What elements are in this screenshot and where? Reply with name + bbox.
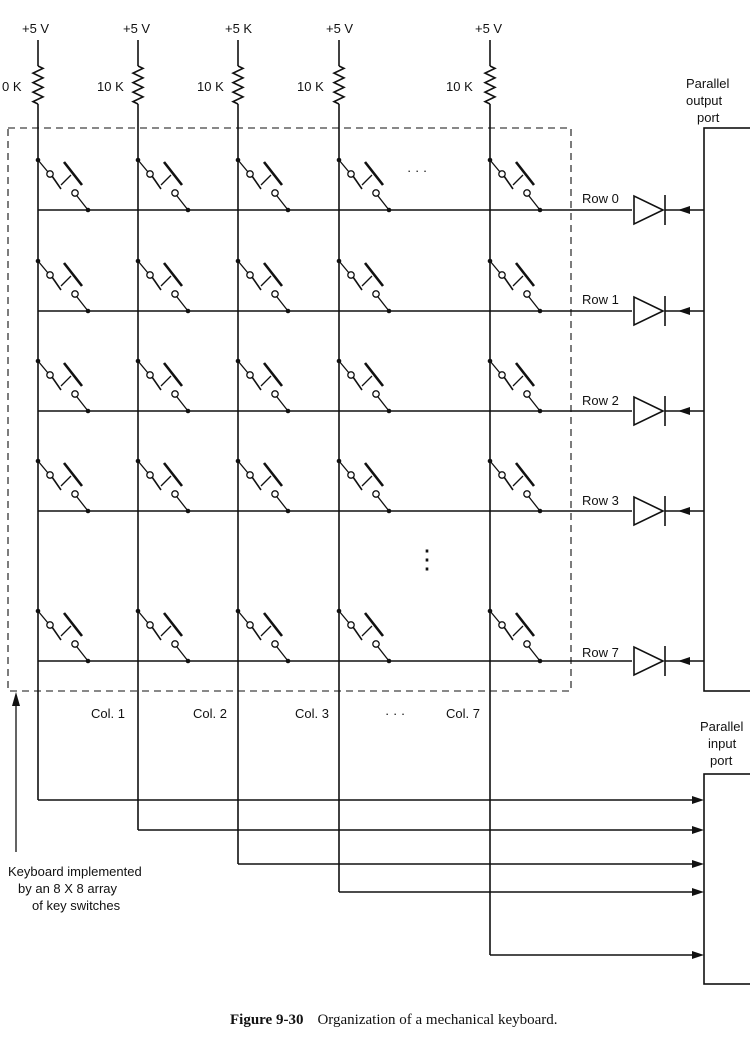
switch-node — [86, 208, 91, 213]
column-label: Col. 2 — [193, 706, 227, 721]
input-port-label: port — [710, 753, 733, 768]
switch-contact — [172, 190, 178, 196]
switch-key-bar — [365, 263, 383, 286]
switch-lead — [138, 461, 148, 473]
switch-key-bar — [164, 363, 182, 386]
switch-plunger — [362, 626, 372, 636]
switch-plunger — [362, 276, 372, 286]
switch-node — [86, 659, 91, 664]
switch-lead — [277, 397, 288, 411]
switch-contact — [72, 491, 78, 497]
input-port-box — [704, 774, 750, 984]
switch-plunger — [362, 376, 372, 386]
switch-lead — [529, 647, 540, 661]
switch-lead — [238, 461, 248, 473]
switch-node — [286, 659, 291, 664]
switch-plunger — [261, 276, 271, 286]
switch-contact — [272, 491, 278, 497]
switch-arm — [152, 277, 161, 290]
switch-lead — [77, 497, 88, 511]
switch-lead — [529, 196, 540, 210]
switch-lead — [339, 160, 349, 172]
diode-body — [634, 196, 663, 224]
row-wires — [38, 210, 632, 661]
switch-lead — [138, 261, 148, 273]
switch-contact — [272, 391, 278, 397]
diode-body — [634, 297, 663, 325]
switch-key-bar — [516, 263, 534, 286]
switch-plunger — [261, 376, 271, 386]
pullup-resistor — [233, 66, 243, 104]
switch-contact — [524, 291, 530, 297]
switch-plunger — [362, 476, 372, 486]
switch-arm — [152, 377, 161, 390]
switch-node — [286, 208, 291, 213]
switch-node — [538, 309, 543, 314]
switch-key-bar — [516, 463, 534, 486]
bus-arrowhead — [692, 796, 704, 804]
switch-arm — [353, 477, 362, 490]
column-label: Col. 1 — [91, 706, 125, 721]
switch-node — [86, 509, 91, 514]
switch-plunger — [161, 376, 171, 386]
switch-plunger — [161, 626, 171, 636]
switch-lead — [77, 397, 88, 411]
switch-contact — [72, 190, 78, 196]
row-arrowhead — [678, 407, 690, 415]
resistor-label: 10 K — [446, 79, 473, 94]
switch-node — [538, 509, 543, 514]
output-port-label: output — [686, 93, 723, 108]
switch-plunger — [61, 476, 71, 486]
switch-lead — [339, 461, 349, 473]
switch-arm — [504, 477, 513, 490]
switch-key-bar — [516, 162, 534, 185]
switch-plunger — [161, 276, 171, 286]
switch-key-bar — [164, 263, 182, 286]
switch-contact — [72, 291, 78, 297]
switch-lead — [339, 261, 349, 273]
switch-arm — [152, 627, 161, 640]
figure-number: Figure 9-30 — [230, 1012, 304, 1028]
row-ellipsis: ⋮ — [414, 544, 440, 574]
switch-key-bar — [516, 613, 534, 636]
switch-contact — [172, 291, 178, 297]
switch-contact — [524, 641, 530, 647]
switch-lead — [238, 361, 248, 373]
row-arrowhead — [678, 206, 690, 214]
switch-key-bar — [264, 613, 282, 636]
diode-body — [634, 647, 663, 675]
switch-arm — [252, 477, 261, 490]
switch-node — [387, 208, 392, 213]
switch-lead — [529, 497, 540, 511]
switch-arm — [252, 377, 261, 390]
switch-lead — [138, 361, 148, 373]
switch-lead — [339, 611, 349, 623]
switch-lead — [77, 196, 88, 210]
switch-key-bar — [164, 613, 182, 636]
switch-arm — [353, 176, 362, 189]
diode-body — [634, 497, 663, 525]
row-label: Row 0 — [582, 191, 619, 206]
switch-plunger — [61, 276, 71, 286]
switch-key-bar — [516, 363, 534, 386]
switch-contact — [72, 391, 78, 397]
column-label: Col. 7 — [446, 706, 480, 721]
switch-key-bar — [64, 613, 82, 636]
switch-arm — [252, 277, 261, 290]
keyboard-note: Keyboard implemented — [8, 864, 142, 879]
switch-arm — [353, 277, 362, 290]
column-label: Col. 3 — [295, 706, 329, 721]
keyboard-note: of key switches — [32, 898, 121, 913]
switch-key-bar — [365, 613, 383, 636]
switch-node — [186, 309, 191, 314]
figure-title: Organization of a mechanical keyboard. — [317, 1012, 558, 1028]
resistor-label: 0 K — [2, 79, 22, 94]
resistor-label: 10 K — [197, 79, 224, 94]
switch-node — [387, 509, 392, 514]
pullup-resistor — [334, 66, 344, 104]
switch-lead — [38, 461, 48, 473]
switch-lead — [177, 647, 188, 661]
switch-node — [286, 409, 291, 414]
switch-arm — [504, 277, 513, 290]
switch-lead — [378, 397, 389, 411]
switch-lead — [238, 160, 248, 172]
switch-plunger — [161, 175, 171, 185]
switch-key-bar — [365, 162, 383, 185]
switch-contact — [524, 491, 530, 497]
switch-node — [186, 509, 191, 514]
switch-plunger — [61, 376, 71, 386]
switch-key-bar — [164, 463, 182, 486]
switch-plunger — [513, 276, 523, 286]
pullup-resistor — [133, 66, 143, 104]
switch-arm — [252, 627, 261, 640]
resistor-label: 10 K — [297, 79, 324, 94]
switch-arm — [152, 176, 161, 189]
switch-lead — [77, 647, 88, 661]
supply-label: +5 V — [22, 21, 50, 36]
resistor-label: 10 K — [97, 79, 124, 94]
switch-contact — [272, 190, 278, 196]
supply-label: +5 V — [123, 21, 151, 36]
supply-label: +5 K — [225, 21, 253, 36]
switch-key-bar — [365, 363, 383, 386]
switch-lead — [339, 361, 349, 373]
switch-node — [286, 309, 291, 314]
switch-key-bar — [64, 463, 82, 486]
switch-key-bar — [264, 263, 282, 286]
output-port-label: Parallel — [686, 76, 730, 91]
switch-contact — [272, 291, 278, 297]
input-port-label: input — [708, 736, 737, 751]
switch-plunger — [513, 376, 523, 386]
switch-contact — [373, 391, 379, 397]
output-port-box — [704, 128, 750, 691]
switch-lead — [490, 361, 500, 373]
switch-key-bar — [64, 162, 82, 185]
switch-arm — [353, 377, 362, 390]
switch-plunger — [261, 476, 271, 486]
switch-lead — [177, 196, 188, 210]
switch-lead — [277, 297, 288, 311]
switch-key-bar — [264, 162, 282, 185]
switch-contact — [373, 641, 379, 647]
keyboard-note: by an 8 X 8 array — [18, 881, 117, 896]
switch-key-bar — [164, 162, 182, 185]
switch-lead — [529, 297, 540, 311]
row-diodes — [634, 195, 704, 676]
switch-lead — [277, 647, 288, 661]
switch-node — [286, 509, 291, 514]
diode-body — [634, 397, 663, 425]
switch-lead — [378, 497, 389, 511]
switch-lead — [490, 261, 500, 273]
switch-lead — [238, 261, 248, 273]
row-label: Row 1 — [582, 292, 619, 307]
switch-arm — [504, 377, 513, 390]
switch-node — [186, 409, 191, 414]
switch-arm — [353, 627, 362, 640]
switch-node — [538, 659, 543, 664]
switch-contact — [373, 190, 379, 196]
row-arrowhead — [678, 507, 690, 515]
switch-key-bar — [365, 463, 383, 486]
switch-lead — [490, 461, 500, 473]
switch-lead — [529, 397, 540, 411]
switch-plunger — [61, 626, 71, 636]
switch-arm — [52, 377, 61, 390]
switch-lead — [38, 361, 48, 373]
switch-lead — [277, 497, 288, 511]
switch-plunger — [261, 175, 271, 185]
switch-node — [186, 659, 191, 664]
switch-lead — [378, 647, 389, 661]
keyboard-pointer-arrowhead — [12, 692, 20, 706]
switch-lead — [38, 261, 48, 273]
switch-contact — [72, 641, 78, 647]
switch-contact — [373, 291, 379, 297]
switch-node — [538, 409, 543, 414]
bus-arrowhead — [692, 951, 704, 959]
switch-arm — [252, 176, 261, 189]
switch-contact — [172, 391, 178, 397]
switch-arm — [504, 627, 513, 640]
switch-plunger — [61, 175, 71, 185]
switch-arm — [152, 477, 161, 490]
switch-lead — [490, 611, 500, 623]
switch-plunger — [513, 175, 523, 185]
row-arrowhead — [678, 307, 690, 315]
switch-node — [86, 309, 91, 314]
switch-node — [387, 659, 392, 664]
switch-plunger — [261, 626, 271, 636]
switch-lead — [378, 196, 389, 210]
bus-arrowhead — [692, 888, 704, 896]
bus-arrowhead — [692, 860, 704, 868]
switch-lead — [138, 160, 148, 172]
input-port-label: Parallel — [700, 719, 744, 734]
row-label: Row 3 — [582, 493, 619, 508]
switch-contact — [373, 491, 379, 497]
switch-arm — [52, 176, 61, 189]
switch-key-bar — [64, 363, 82, 386]
row-label: Row 2 — [582, 393, 619, 408]
switch-lead — [177, 297, 188, 311]
switch-arm — [52, 277, 61, 290]
switch-contact — [524, 391, 530, 397]
column-ellipsis-label: · · · — [385, 706, 406, 721]
figure-caption — [230, 1011, 558, 1028]
column-ellipsis: · · · — [407, 163, 428, 178]
row-label: Row 7 — [582, 645, 619, 660]
switch-contact — [272, 641, 278, 647]
switch-lead — [177, 497, 188, 511]
switch-lead — [177, 397, 188, 411]
switch-node — [538, 208, 543, 213]
switch-lead — [490, 160, 500, 172]
switch-lead — [38, 611, 48, 623]
switch-contact — [524, 190, 530, 196]
switch-lead — [378, 297, 389, 311]
switch-node — [86, 409, 91, 414]
switch-lead — [38, 160, 48, 172]
switch-node — [387, 409, 392, 414]
switch-key-bar — [264, 463, 282, 486]
supply-label: +5 V — [326, 21, 354, 36]
output-port-label: port — [697, 110, 720, 125]
bus-arrowhead — [692, 826, 704, 834]
switch-contact — [172, 641, 178, 647]
switch-node — [186, 208, 191, 213]
switch-key-bar — [64, 263, 82, 286]
switch-lead — [277, 196, 288, 210]
supply-label: +5 V — [475, 21, 503, 36]
switch-lead — [77, 297, 88, 311]
switch-key-bar — [264, 363, 282, 386]
switch-arm — [52, 627, 61, 640]
switch-arm — [52, 477, 61, 490]
switch-arm — [504, 176, 513, 189]
pullup-resistor — [33, 66, 43, 104]
switch-plunger — [513, 626, 523, 636]
switch-node — [387, 309, 392, 314]
pullup-resistor — [485, 66, 495, 104]
row-arrowhead — [678, 657, 690, 665]
switch-contact — [172, 491, 178, 497]
switch-plunger — [513, 476, 523, 486]
switch-plunger — [362, 175, 372, 185]
switch-lead — [238, 611, 248, 623]
switch-lead — [138, 611, 148, 623]
switch-plunger — [161, 476, 171, 486]
